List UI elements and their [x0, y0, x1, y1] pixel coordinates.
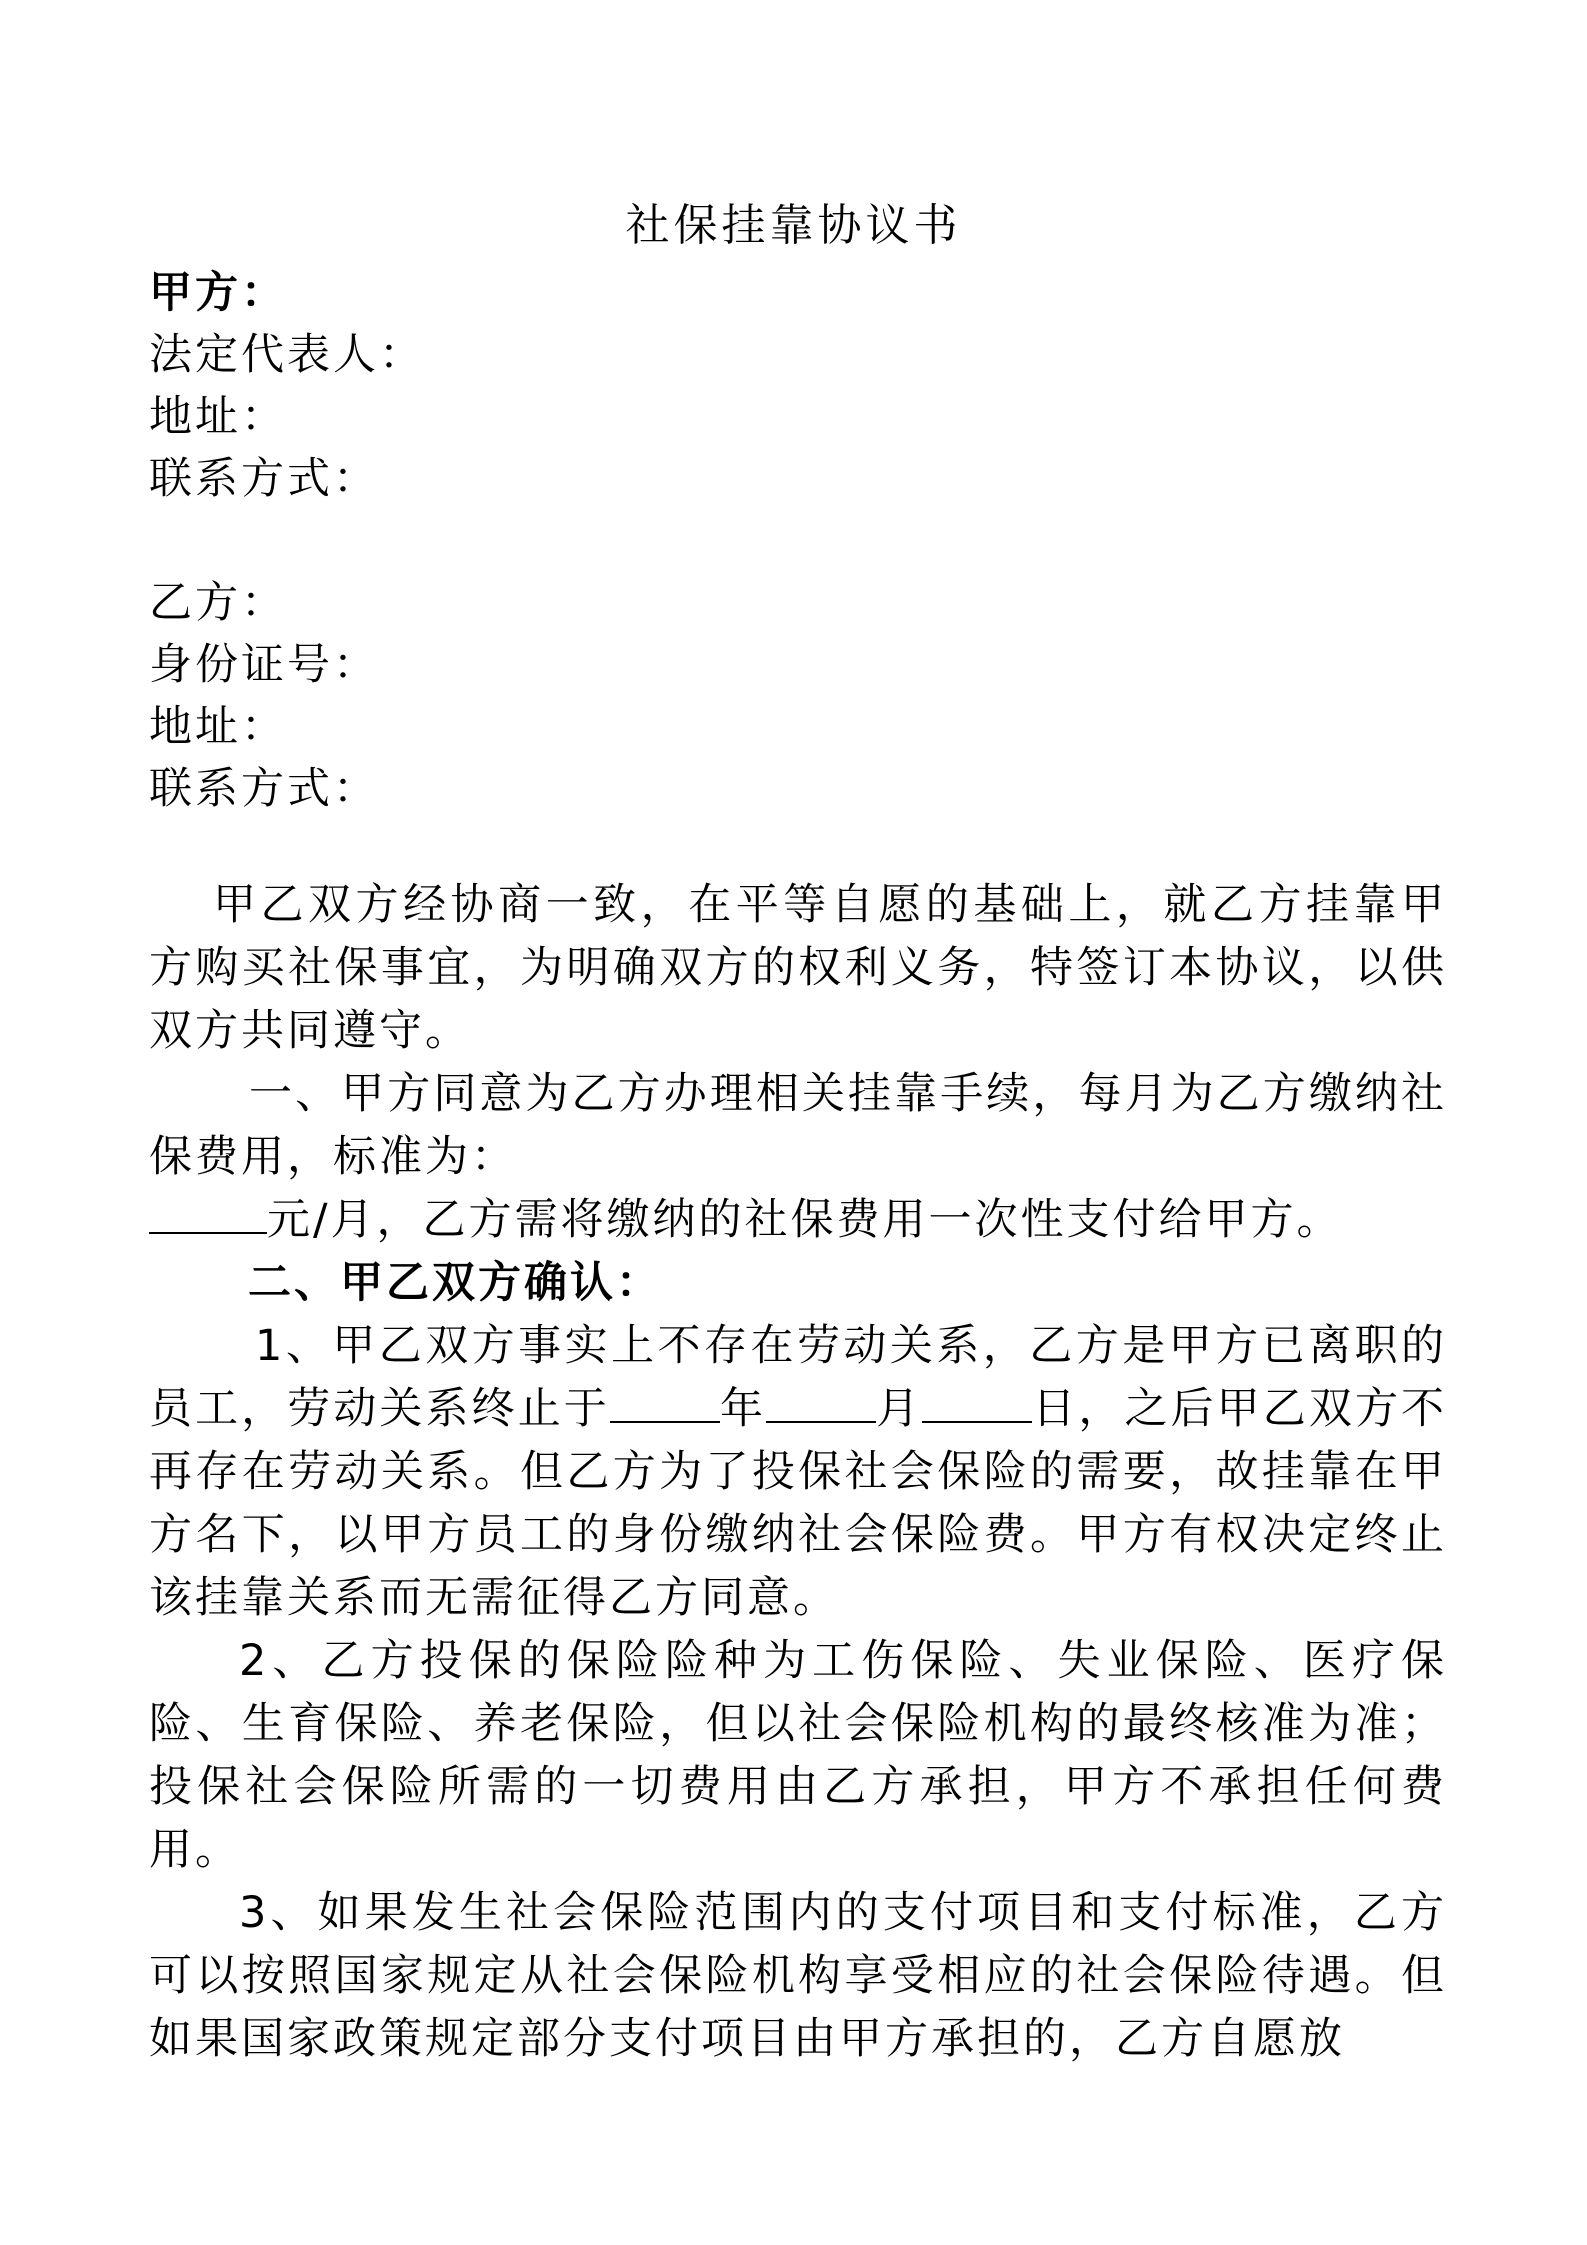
- party-b-label: 乙方：: [149, 578, 287, 628]
- day-blank: [922, 1381, 1032, 1423]
- clause-2-heading: 二、甲乙双方确认：: [248, 1258, 662, 1308]
- intro-paragraph: 甲乙双方经协商一致，在平等自愿的基础上，就乙方挂靠甲方购买社保事宜，为明确双方的权利义务，特签订本协议，以供双方共同遵守。: [149, 880, 1447, 1056]
- item-1-text-a: 1、甲乙双方事实上不存在劳动关系，乙方是甲方已离职的员工，劳动关系终止于: [149, 1321, 1447, 1434]
- item-1-text-b: 日，之后甲乙双方不再存在劳动关系。但乙方为了投保社会保险的需要，故挂靠在甲方名下，以甲方员工的身份缴纳社会保险费。甲方有权决定终止该挂靠关系而无需征得乙方同意。: [149, 1384, 1448, 1623]
- clause-1-amount-line: [149, 1189, 1343, 1251]
- month-blank: [766, 1381, 876, 1423]
- party-a-contact: 联系方式：: [149, 454, 379, 504]
- party-a-label: 甲方：: [149, 268, 287, 318]
- year-blank: [610, 1381, 720, 1423]
- party-a-representative: 法定代表人：: [149, 330, 425, 380]
- item-1-year-label: 年: [719, 1384, 767, 1434]
- item-1-month-label: 月: [876, 1384, 923, 1434]
- amount-blank: [149, 1192, 267, 1234]
- document-title: 社保挂靠协议书: [625, 200, 962, 251]
- item-2-paragraph: 2、乙方投保的保险险种为工伤保险、失业保险、医疗保险、生育保险、养老保险，但以社会保险机构的最终核准为准；投保社会保险所需的一切费用由乙方承担，甲方不承担任何费用。: [149, 1636, 1447, 1875]
- party-b-address: 地址：: [149, 702, 287, 752]
- clause-1-amount-text: 元/月，乙方需将缴纳的社保费用一次性支付给甲方。: [267, 1195, 1343, 1245]
- party-a-address: 地址：: [149, 392, 287, 442]
- item-3-paragraph: 3、如果发生社会保险范围内的支付项目和支付标准，乙方可以按照国家规定从社会保险机构享受相应的社会保险待遇。但如果国家政策规定部分支付项目由甲方承担的，乙方自愿放: [149, 1888, 1447, 2064]
- clause-1-paragraph: 一、甲方同意为乙方办理相关挂靠手续，每月为乙方缴纳社保费用，标准为：: [149, 1069, 1447, 1182]
- party-b-id-number: 身份证号：: [149, 640, 379, 690]
- item-1-paragraph: [149, 1315, 1447, 1630]
- party-b-contact: 联系方式：: [149, 764, 379, 814]
